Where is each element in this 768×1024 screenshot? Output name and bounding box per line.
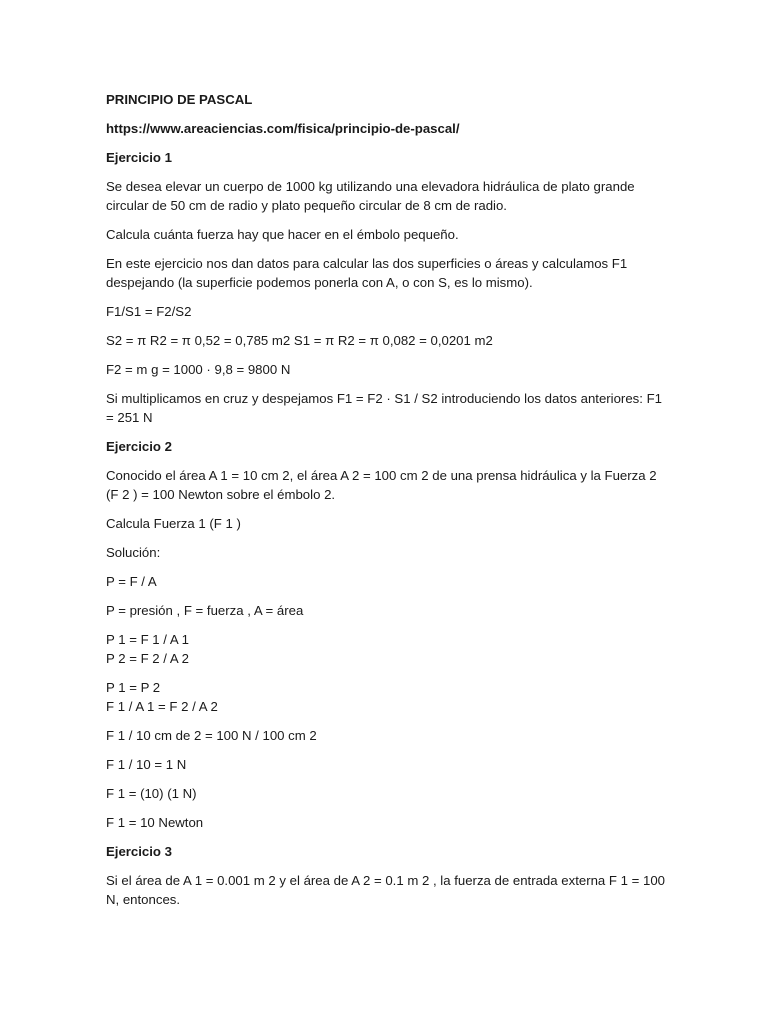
exercise-1-equation-1: F1/S1 = F2/S2 <box>106 304 192 319</box>
exercise-1-heading: Ejercicio 1 <box>106 150 172 165</box>
exercise-2-equation-7: F 1 = (10) (1 N) <box>106 786 197 801</box>
exercise-2-question: Calcula Fuerza 1 (F 1 ) <box>106 516 241 531</box>
exercise-1-result: Si multiplicamos en cruz y despejamos F1 = F2 · S1 / S2 introduciendo los datos anteriores: F1 = 251 N <box>106 391 662 425</box>
exercise-2-statement: Conocido el área A 1 = 10 cm 2, el área A 2 = 100 cm 2 de una prensa hidráulica y la Fuerza 2 (F 2 ) = 100 Newton sobre el émbolo 2. <box>106 468 657 502</box>
exercise-3-heading: Ejercicio 3 <box>106 844 172 859</box>
exercise-2-heading: Ejercicio 2 <box>106 439 172 454</box>
exercise-2-equation-4 <box>106 678 666 716</box>
exercise-1-equation-2: S2 = π R2 = π 0,52 = 0,785 m2 S1 = π R2 = π 0,082 = 0,0201 m2 <box>106 333 493 348</box>
exercise-2-equation-6: F 1 / 10 = 1 N <box>106 757 187 772</box>
exercise-3-statement: Si el área de A 1 = 0.001 m 2 y el área de A 2 = 0.1 m 2 , la fuerza de entrada externa F 1 = 100 N, entonces. <box>106 873 666 907</box>
source-url: https://www.areaciencias.com/fisica/principio-de-pascal/ <box>106 121 460 136</box>
exercise-1-explanation: En este ejercicio nos dan datos para calcular las dos superficies o áreas y calculamos F1 despejando (la superficie podemos ponerla con A, o con S, es lo mismo). <box>106 256 628 290</box>
document-title: PRINCIPIO DE PASCAL <box>106 92 253 107</box>
exercise-1-equation-3: F2 = m g = 1000 · 9,8 = 9800 N <box>106 362 291 377</box>
document-page <box>106 90 666 919</box>
exercise-2-equation-3 <box>106 630 666 668</box>
exercise-2-solution-label: Solución: <box>106 545 161 560</box>
exercise-2-equation-4a: P 1 = P 2 <box>106 680 161 695</box>
exercise-2-equation-4b: F 1 / A 1 = F 2 / A 2 <box>106 699 218 714</box>
exercise-2-equation-2: P = presión , F = fuerza , A = área <box>106 603 304 618</box>
exercise-2-equation-5: F 1 / 10 cm de 2 = 100 N / 100 cm 2 <box>106 728 317 743</box>
exercise-2-equation-3a: P 1 = F 1 / A 1 <box>106 632 189 647</box>
exercise-2-equation-3b: P 2 = F 2 / A 2 <box>106 651 189 666</box>
exercise-2-equation-8: F 1 = 10 Newton <box>106 815 204 830</box>
exercise-1-question: Calcula cuánta fuerza hay que hacer en el émbolo pequeño. <box>106 227 459 242</box>
exercise-2-equation-1: P = F / A <box>106 574 157 589</box>
exercise-1-statement: Se desea elevar un cuerpo de 1000 kg utilizando una elevadora hidráulica de plato grande circular de 50 cm de radio y plato pequeño circular de 8 cm de radio. <box>106 179 635 213</box>
